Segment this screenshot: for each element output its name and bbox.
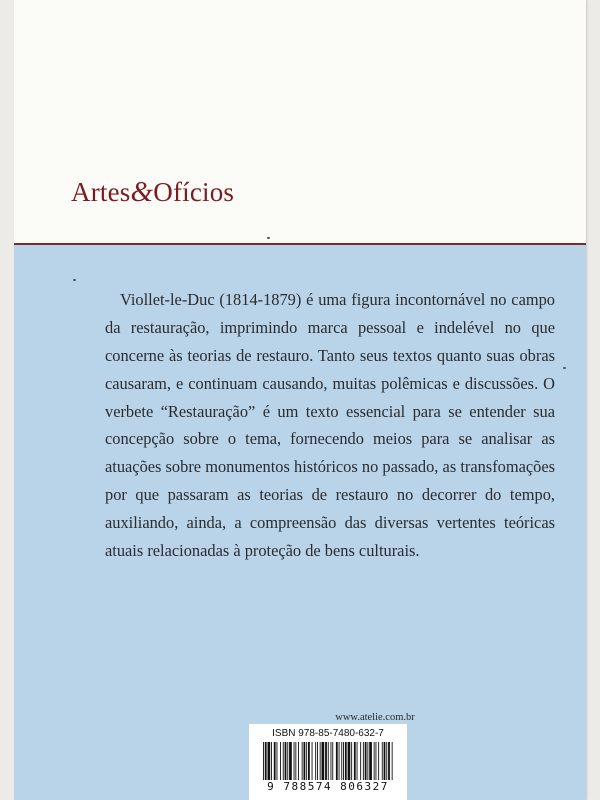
isbn-label: ISBN 978-85-7480-632-7 <box>272 728 384 739</box>
barcode-bar <box>360 742 361 780</box>
barcode-bar <box>388 742 390 780</box>
barcode-bar <box>369 742 372 780</box>
publisher-url: www.atelie.com.br <box>335 712 415 723</box>
print-speck <box>267 237 270 239</box>
barcode-bar <box>320 742 321 780</box>
series-ampersand: & <box>130 176 154 208</box>
barcode-bar <box>302 742 303 780</box>
barcode-bar <box>363 742 364 780</box>
barcode-bar <box>328 742 329 780</box>
barcode-bar <box>348 742 351 780</box>
barcode-bar <box>283 742 284 780</box>
barcode-bar <box>386 742 387 780</box>
barcode-bar <box>378 742 379 780</box>
barcode-bar <box>265 742 267 780</box>
barcode-bar <box>304 742 306 780</box>
barcode-bar <box>365 742 367 780</box>
barcode-bar <box>351 742 352 780</box>
barcode-bar <box>317 742 318 780</box>
barcode-bar <box>285 742 287 780</box>
barcode-bar <box>312 742 313 780</box>
barcode-bar <box>357 742 358 780</box>
barcode-bar <box>308 742 310 780</box>
barcode-bar <box>277 742 278 780</box>
barcode-bar <box>345 742 347 780</box>
barcode-bar <box>280 742 281 780</box>
barcode-bar <box>341 742 342 780</box>
barcode-bar <box>376 742 377 780</box>
series-title <box>71 176 234 209</box>
barcode-bar <box>294 742 295 780</box>
barcode-bar <box>336 742 338 780</box>
barcode-bar <box>331 742 332 780</box>
barcode-bar <box>306 742 307 780</box>
print-speck <box>73 279 76 281</box>
barcode-bar <box>287 742 288 780</box>
barcode-bar <box>374 742 375 780</box>
barcode-bar <box>392 742 393 780</box>
barcode-bar <box>274 742 276 780</box>
blurb-text: Viollet-le-Duc (1814-1879) é uma figura incontornável no campo da restauração, imprimindo marca pessoal e indelével no que concerne às teorias de restauro. Tanto seus textos quanto suas obras causaram, e continuam causando, muitas polêmicas e discussões. O verbete “Restauração” é um texto essencial para se entender sua concepção sobre o tema, fornecendo meios para se analisar as atuações sobre monumentos históricos no passado, as transfomações por que passaram as teorias de restauro no decorrer do tempo, auxiliando, ainda, a compreensão das diversas vertentes teóricas atuais relacionadas à proteção de bens culturais. <box>105 290 555 560</box>
barcode-bar <box>298 742 299 780</box>
barcode-bar <box>263 742 264 780</box>
barcode-block <box>249 724 407 800</box>
barcode-bar <box>354 742 356 780</box>
barcode-bar <box>339 742 340 780</box>
barcode-bar <box>382 742 383 780</box>
barcode-bar <box>295 742 296 780</box>
barcode-bar <box>367 742 368 780</box>
book-back-cover <box>14 0 586 800</box>
barcode-bar <box>271 742 272 780</box>
barcode-bar <box>322 742 325 780</box>
print-speck <box>563 367 566 369</box>
series-title-prefix: Artes <box>71 177 131 207</box>
barcode-bar <box>289 742 292 780</box>
barcode-bar <box>325 742 327 780</box>
barcode-bar <box>268 742 271 780</box>
barcode-bar <box>343 742 344 780</box>
barcode-bar <box>315 742 316 780</box>
barcode-bar <box>332 742 333 780</box>
barcode-bar <box>384 742 386 780</box>
series-title-suffix: Ofícios <box>153 177 235 207</box>
ean-digits: 9 788574 806327 <box>267 780 389 793</box>
